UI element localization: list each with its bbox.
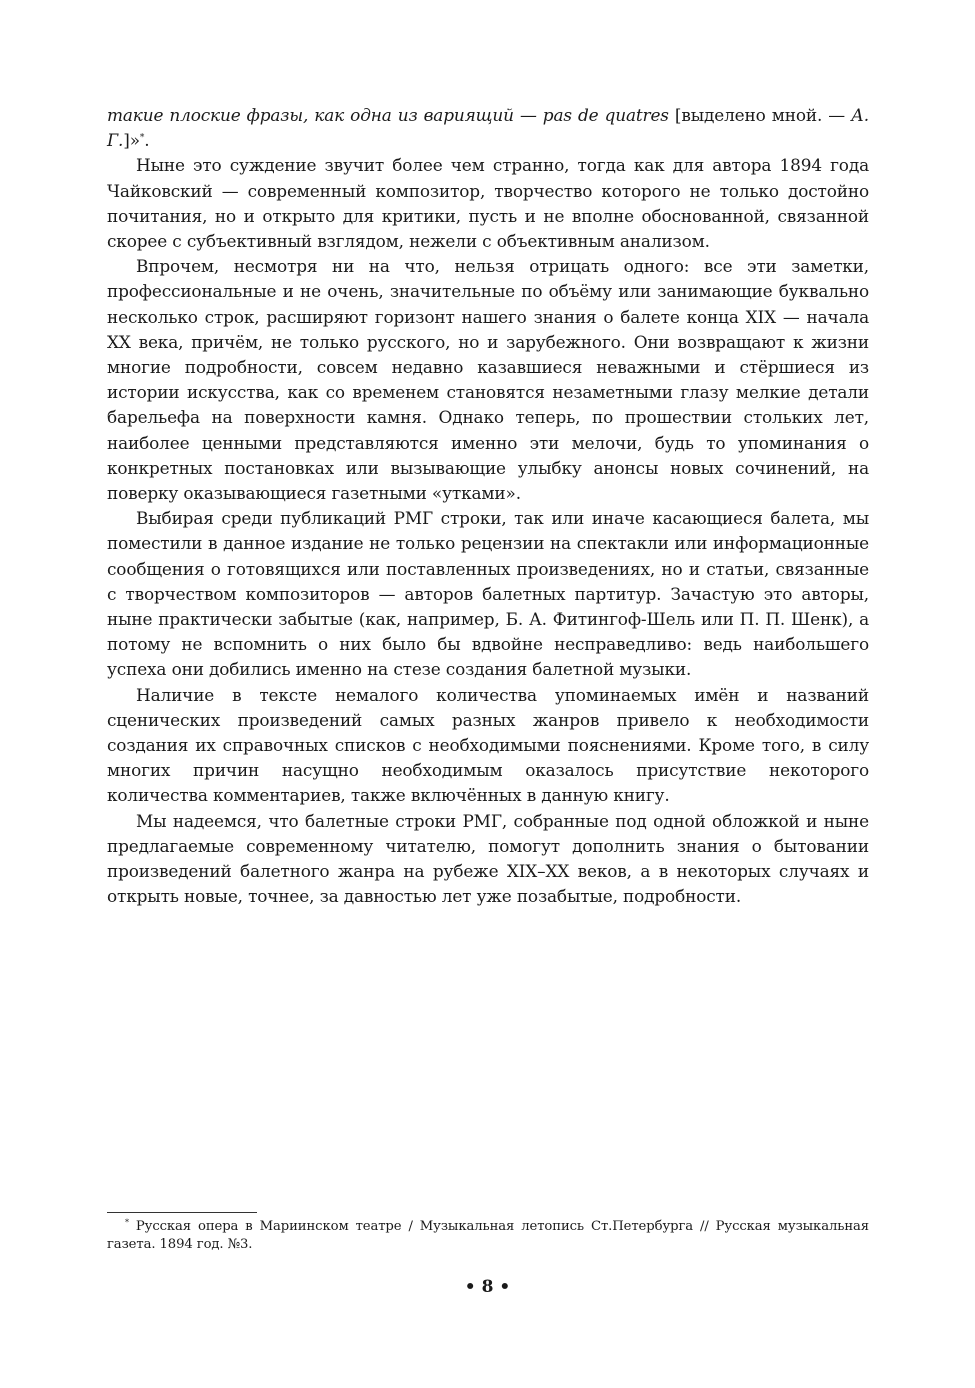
footnote-text: Русская опера в Мариинском театре / Музыкальная летопись Ст.Петербурга // Русская музыкальная газета. 1894 год. №3. bbox=[107, 1219, 869, 1252]
quote-initials: А. Г. bbox=[107, 105, 869, 151]
footnote-reference[interactable]: * bbox=[139, 133, 145, 144]
main-text bbox=[107, 103, 869, 910]
quote-close: ]» bbox=[123, 130, 140, 151]
footnote-mark: * bbox=[125, 1218, 129, 1227]
paragraph-selection: Выбирая среди публикаций РМГ строки, так или иначе касающиеся балета, мы поместили в данное издание не только рецензии на спектакли или информационные сообщения о готовящихся или поставленных произведениях, но и статьи, связанные с творчеством композиторов — авторов балетных партитур. Зачастую это авторы, ныне практически забытые (как, например, Б. А. Фитингоф-Шель или П. П. Шенк), а потому не вспомнить о них было бы вдвойне несправедливо: ведь наибольшего успеха они добились именно на стезе создания балетной музыки. bbox=[107, 508, 869, 680]
page-number: • 8 • bbox=[464, 1277, 511, 1297]
paragraph-quote-end bbox=[107, 103, 869, 153]
paragraph-tchaikovsky: Ныне это суждение звучит более чем странно, тогда как для автора 1894 года Чайковский — современный композитор, творчество которого не только достойно почитания, но и открыто для критики, пусть и не вполне обоснованной, связанной скорее с субъективный взглядом, нежели с объективным анализом. bbox=[107, 155, 869, 252]
paragraph-references: Наличие в тексте немалого количества упоминаемых имён и названий сценических произведений самых разных жанров привело к необходимости создания их справочных списков с необходимыми пояснениями. Кроме того, в силу многих причин насущно необходимым оказалось присутствие некоторого количества комментариев, также включённых в данную книгу. bbox=[107, 684, 869, 806]
footnote bbox=[107, 1218, 869, 1253]
paragraph-conclusion: Мы надеемся, что балетные строки РМГ, собранные под одной обложкой и ныне предлагаемые современному читателю, помогут дополнить знания о бытовании произведений балетного жанра на рубеже XIX–XX веков, а в некоторых случаях и открыть новые, точнее, за давностью лет уже позабытые, подробности. bbox=[107, 810, 869, 907]
footnote-separator bbox=[107, 1212, 257, 1213]
paragraph-notes: Впрочем, несмотря ни на что, нельзя отрицать одного: все эти заметки, профессиональные и не очень, значительные по объёму или занимающие буквально несколько строк, расширяют горизонт нашего знания о балете конца XIX — начала XX века, причём, не только русского, но и зарубежного. Они возвращают к жизни многие подробности, совсем недавно казавшиеся неважными и стёршиеся из истории искусства, как со временем становятся незаметными глазу мелкие детали барельефа на поверхности камня. Однако теперь, по прошествии стольких лет, наиболее ценными представляются именно эти мелочи, будь то упоминания о конкретных постановках или вызывающие улыбку анонсы новых сочинений, на поверку оказывающиеся газетными «утками». bbox=[107, 256, 869, 504]
quote-period: . bbox=[144, 130, 150, 151]
quote-bracket: [выделено мной. — bbox=[668, 105, 852, 125]
quote-italic: такие плоские фразы, как одна из вариящий — pas de quatres bbox=[107, 105, 669, 125]
